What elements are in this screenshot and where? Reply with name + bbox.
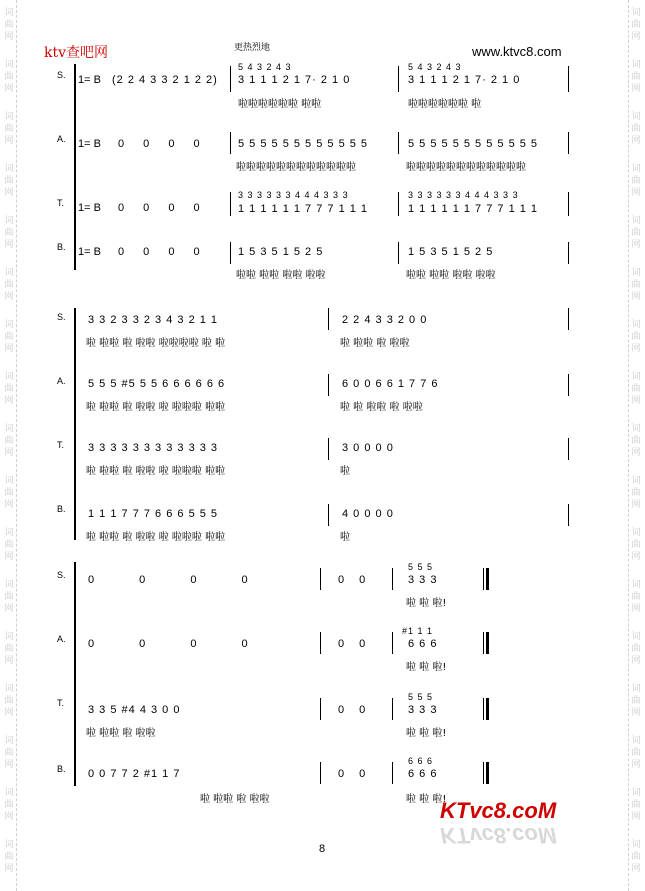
watermark-glyph: 网 [4,84,14,94]
watermark-glyph: 曲 [631,384,641,394]
bass-m1-notes: 1 5 3 5 1 5 2 5 [238,246,324,258]
watermark-glyph: 词 [631,320,641,330]
watermark-glyph: 词 [631,60,641,70]
tenor-chord-top: 5 5 5 [408,692,434,702]
voice-label-bass: B. [57,504,66,514]
watermark-glyph: 网 [631,292,641,302]
tenor-m1-notes: 3 3 5 #4 4 3 0 0 [88,704,181,716]
barline [320,632,321,654]
watermark-glyph: 网 [4,552,14,562]
system-brace [74,562,76,786]
watermark-glyph: 网 [4,396,14,406]
watermark-glyph: 词 [4,216,14,226]
soprano-lyric-final: 啦 啦 啦! [406,598,447,609]
watermark-glyph: 词 [631,164,641,174]
watermark-glyph: 曲 [4,748,14,758]
final-barline-thin [483,632,484,654]
watermark-glyph: 曲 [631,20,641,30]
watermark-glyph: 曲 [4,540,14,550]
watermark-glyph: 词 [4,112,14,122]
voice-label-soprano: S. [57,70,66,80]
watermark-glyph: 网 [4,708,14,718]
bass-chord-mid: 6 6 6 [408,768,438,780]
tenor-m1-notes: 1 1 1 1 1 1 7 7 7 1 1 1 [238,203,369,215]
final-barline-thick [486,632,489,654]
bass-m2-notes: 1 5 3 5 1 5 2 5 [408,246,494,258]
soprano-m2-upper: 5 4 3 2 4 3 [408,62,462,72]
alto-m2-notes: 6 0 0 6 6 1 7 7 6 [342,378,439,390]
watermark-glyph: 词 [631,528,641,538]
watermark-glyph: 词 [631,684,641,694]
barline [398,132,399,154]
watermark-glyph: 曲 [631,176,641,186]
tenor-m1-notes: 3 3 3 3 3 3 3 3 3 3 3 3 [88,442,219,454]
voice-label-bass: B. [57,242,66,252]
watermark-glyph: 网 [4,500,14,510]
watermark-glyph: 网 [4,240,14,250]
watermark-glyph: 曲 [631,800,641,810]
barline [230,192,231,216]
barline [568,504,569,526]
barline [230,242,231,264]
watermark-glyph: 词 [631,372,641,382]
voice-label-tenor: T. [57,440,65,450]
watermark-glyph: 网 [4,604,14,614]
barline [568,308,569,330]
watermark-glyph: 词 [4,60,14,70]
watermark-glyph: 网 [631,708,641,718]
barline [328,504,329,526]
alto-m1-notes: 5 5 5 #5 5 5 6 6 6 6 6 6 [88,378,226,390]
alto-chord-mid: 6 6 6 [408,638,438,650]
voice-label-alto: A. [57,634,66,644]
watermark-glyph: 曲 [4,852,14,862]
watermark-glyph: 网 [4,136,14,146]
system-brace [74,308,76,540]
expression-mark: 更热烈地 [234,43,271,53]
watermark-glyph: 网 [4,760,14,770]
barline [392,762,393,784]
watermark-glyph: 曲 [4,644,14,654]
alto-m1-notes: 5 5 5 5 5 5 5 5 5 5 5 5 [238,138,369,150]
key-signature: 1= B [78,138,101,150]
tenor-lyric-final: 啦 啦 啦! [406,728,447,739]
site-logo: KTvc8.coM [440,798,557,823]
soprano-lyric-1: 啦啦啦啦啦啦 啦啦 [238,99,322,110]
watermark-glyph: 网 [631,240,641,250]
alto-lyric-2: 啦啦啦啦啦啦啦啦啦啦啦啦 [406,162,526,173]
barline [568,242,569,264]
barline [398,66,399,92]
bass-lyric-2: 啦啦 啦啦 啦啦 啦啦 [406,270,496,281]
alto-lyric-1: 啦啦啦啦啦啦啦啦啦啦啦啦 [236,162,356,173]
bass-lyric-1: 啦 啦啦 啦 啦啦 [200,794,270,805]
watermark-glyph: 曲 [4,696,14,706]
barline [328,308,329,330]
watermark-glyph: 词 [4,528,14,538]
watermark-glyph: 词 [4,788,14,798]
watermark-glyph: 曲 [631,124,641,134]
soprano-lyric-2: 啦啦啦啦啦啦 啦 [408,99,482,110]
watermark-glyph: 词 [631,216,641,226]
watermark-glyph: 词 [4,736,14,746]
watermark-glyph: 曲 [4,20,14,30]
barline [392,568,393,590]
voice-label-alto: A. [57,134,66,144]
site-logo-reflection: KTvc8.coM [440,823,557,848]
soprano-lyric-2: 啦 啦啦 啦 啦啦 [340,338,410,349]
watermark-glyph: 网 [4,188,14,198]
soprano-chord-top: 5 5 5 [408,562,434,572]
watermark-glyph: 词 [631,112,641,122]
watermark-glyph: 曲 [631,644,641,654]
voice-label-bass: B. [57,764,66,774]
barline [568,192,569,216]
tenor-m2-notes: 1 1 1 1 1 1 7 7 7 1 1 1 [408,203,539,215]
bass-m2-notes: 0 0 [338,768,367,780]
tenor-lyric-2: 啦 [340,466,350,477]
final-barline-thin [483,698,484,720]
alto-intro: 0 0 0 0 [118,138,201,150]
watermark-glyph: 词 [4,164,14,174]
watermark-glyph: 曲 [4,332,14,342]
watermark-glyph: 网 [631,812,641,822]
alto-chord-top: #1 1 1 [402,626,434,636]
left-margin-watermark [2,0,17,891]
soprano-m1-upper: 5 4 3 2 4 3 [238,62,292,72]
voice-label-tenor: T. [57,698,65,708]
watermark-glyph: 词 [4,268,14,278]
page-number: 8 [319,843,326,855]
soprano-m2-notes: 0 0 [338,574,367,586]
watermark-glyph: 词 [4,8,14,18]
watermark-glyph: 网 [4,448,14,458]
watermark-glyph: 网 [631,188,641,198]
bass-m1-notes: 1 1 1 7 7 7 6 6 6 5 5 5 [88,508,219,520]
final-barline-thin [483,568,484,590]
watermark-glyph: 曲 [631,228,641,238]
barline [328,374,329,396]
watermark-glyph: 网 [631,396,641,406]
barline [328,438,329,460]
watermark-glyph: 曲 [4,280,14,290]
final-barline-thick [486,762,489,784]
watermark-glyph: 曲 [631,852,641,862]
watermark-glyph: 网 [631,604,641,614]
barline [398,192,399,216]
tenor-m2-upper: 3 3 3 3 3 3 4 4 4 3 3 3 [408,190,519,200]
tenor-m2-notes: 0 0 [338,704,367,716]
key-signature: 1= B [78,246,101,258]
watermark-glyph: 曲 [631,540,641,550]
watermark-glyph: 网 [4,292,14,302]
soprano-m2-notes: 3 1 1 1 2 1 7· 2 1 0 [408,74,521,86]
watermark-glyph: 曲 [4,124,14,134]
soprano-chord-mid: 3 3 3 [408,574,438,586]
watermark-glyph: 曲 [4,800,14,810]
soprano-m1-notes: 0 0 0 0 [88,574,249,586]
watermark-glyph: 曲 [631,72,641,82]
watermark-glyph: 词 [4,580,14,590]
watermark-glyph: 词 [4,632,14,642]
watermark-glyph: 词 [631,840,641,850]
watermark-glyph: 词 [4,476,14,486]
watermark-glyph: 网 [631,552,641,562]
watermark-glyph: 词 [631,788,641,798]
barline [392,698,393,720]
watermark-glyph: 曲 [631,280,641,290]
right-margin-watermark [628,0,643,891]
watermark-glyph: 网 [631,136,641,146]
bass-intro: 0 0 0 0 [118,246,201,258]
watermark-glyph: 网 [4,864,14,874]
bass-lyric-1: 啦啦 啦啦 啦啦 啦啦 [236,270,326,281]
bass-lyric-1: 啦 啦啦 啦 啦啦 啦 啦啦啦 啦啦 [86,532,226,543]
system-brace [74,64,76,270]
watermark-glyph: 曲 [631,332,641,342]
voice-label-soprano: S. [57,570,66,580]
tenor-chord-mid: 3 3 3 [408,704,438,716]
tenor-lyric-1: 啦 啦啦 啦 啦啦 啦 啦啦啦 啦啦 [86,466,226,477]
watermark-glyph: 词 [631,736,641,746]
barline [320,762,321,784]
barline [568,66,569,92]
soprano-m2-notes: 2 2 4 3 3 2 0 0 [342,314,428,326]
watermark-glyph: 曲 [631,488,641,498]
barline [320,698,321,720]
barline [392,632,393,654]
watermark-glyph: 词 [4,424,14,434]
watermark-glyph: 曲 [4,176,14,186]
watermark-glyph: 网 [4,32,14,42]
watermark-glyph: 曲 [4,72,14,82]
alto-m2-notes: 0 0 [338,638,367,650]
barline [230,66,231,92]
key-signature: 1= B [78,202,101,214]
final-barline-thin [483,762,484,784]
watermark-glyph: 词 [4,840,14,850]
site-url: www.ktvc8.com [472,44,562,59]
alto-m2-notes: 5 5 5 5 5 5 5 5 5 5 5 5 [408,138,539,150]
watermark-glyph: 词 [4,372,14,382]
bass-m1-notes: 0 0 7 7 2 #1 1 7 [88,768,181,780]
alto-lyric-final: 啦 啦 啦! [406,662,447,673]
voice-label-soprano: S. [57,312,66,322]
barline [568,132,569,154]
watermark-glyph: 曲 [4,488,14,498]
watermark-glyph: 词 [4,684,14,694]
watermark-glyph: 词 [631,8,641,18]
watermark-glyph: 网 [631,448,641,458]
bass-lyric-final: 啦 啦 啦! [406,794,447,805]
tenor-lyric-1: 啦 啦啦 啦 啦啦 [86,728,156,739]
watermark-glyph: 网 [631,32,641,42]
voice-label-alto: A. [57,376,66,386]
watermark-glyph: 网 [631,84,641,94]
tenor-intro: 0 0 0 0 [118,202,201,214]
watermark-glyph: 曲 [631,436,641,446]
watermark-glyph: 网 [631,500,641,510]
watermark-glyph: 网 [631,656,641,666]
watermark-glyph: 网 [4,344,14,354]
watermark-glyph: 词 [631,424,641,434]
watermark-glyph: 词 [4,320,14,330]
key-signature: 1= B [78,74,101,86]
tenor-m1-upper: 3 3 3 3 3 3 4 4 4 3 3 3 [238,190,349,200]
soprano-m1-notes: 3 3 2 3 3 2 3 4 3 2 1 1 [88,314,219,326]
watermark-glyph: 曲 [4,384,14,394]
barline [398,242,399,264]
barline [230,132,231,154]
alto-lyric-2: 啦 啦 啦啦 啦 啦啦 [340,402,423,413]
soprano-m1-notes: 3 1 1 1 2 1 7· 2 1 0 [238,74,351,86]
watermark-glyph: 词 [631,268,641,278]
bass-lyric-2: 啦 [340,532,350,543]
soprano-lyric-1: 啦 啦啦 啦 啦啦 啦啦啦啦 啦 啦 [86,338,226,349]
alto-m1-notes: 0 0 0 0 [88,638,249,650]
watermark-glyph: 曲 [631,696,641,706]
alto-lyric-1: 啦 啦啦 啦 啦啦 啦 啦啦啦 啦啦 [86,402,226,413]
bass-chord-top: 6 6 6 [408,756,434,766]
watermark-glyph: 曲 [4,592,14,602]
watermark-glyph: 词 [631,476,641,486]
soprano-intro: (2 2 4 3 3 2 1 2 2) [112,74,218,86]
watermark-glyph: 网 [631,760,641,770]
watermark-glyph: 网 [4,656,14,666]
tenor-m2-notes: 3 0 0 0 0 [342,442,394,454]
watermark-glyph: 网 [4,812,14,822]
watermark-glyph: 曲 [4,228,14,238]
final-barline-thick [486,568,489,590]
barline [568,374,569,396]
watermark-glyph: 网 [631,864,641,874]
watermark-glyph: 曲 [4,436,14,446]
brand-title: ktv查吧网 [44,45,109,61]
bass-m2-notes: 4 0 0 0 0 [342,508,394,520]
watermark-glyph: 曲 [631,748,641,758]
voice-label-tenor: T. [57,198,65,208]
barline [568,438,569,460]
watermark-glyph: 词 [631,580,641,590]
watermark-glyph: 网 [631,344,641,354]
watermark-glyph: 词 [631,632,641,642]
final-barline-thick [486,698,489,720]
watermark-glyph: 曲 [631,592,641,602]
barline [320,568,321,590]
